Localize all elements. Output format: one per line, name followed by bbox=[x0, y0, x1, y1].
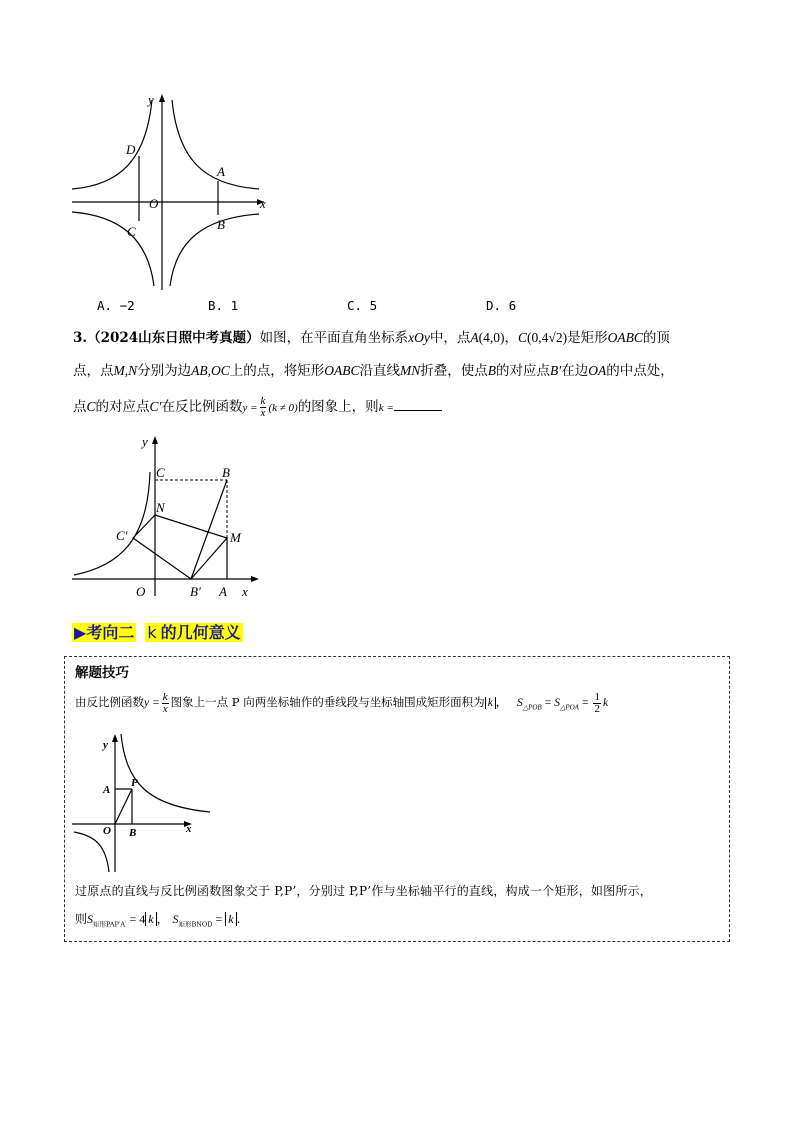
text: 分别为边 bbox=[137, 363, 192, 379]
problem-3-line-1 bbox=[73, 329, 670, 347]
folded-quad-NMB'C' bbox=[133, 515, 227, 579]
label-y: y bbox=[103, 739, 108, 751]
choice-B-letter: B. bbox=[208, 298, 224, 313]
text: 沿直线 bbox=[359, 363, 400, 379]
segment-B-Bprime bbox=[191, 480, 227, 579]
frac-den: x bbox=[162, 702, 168, 715]
math-abs-k: k bbox=[145, 912, 156, 926]
text: 图象上一点 P 向两坐标轴作的垂线段与坐标轴围成矩形面积为 bbox=[170, 695, 485, 709]
curve-q1 bbox=[121, 734, 210, 812]
label-A: A bbox=[217, 164, 225, 179]
label-y: y bbox=[142, 434, 148, 449]
text: 的对应点 bbox=[496, 363, 550, 379]
label-P: P bbox=[131, 777, 138, 789]
math-abs-k: k bbox=[485, 697, 496, 709]
label-B: B bbox=[129, 827, 137, 839]
curve-q3 bbox=[72, 212, 154, 286]
math-k-eq: k = bbox=[378, 402, 394, 414]
math-rect: OABC bbox=[607, 330, 643, 345]
text: 如图，在平面直角坐标系 bbox=[259, 330, 409, 346]
label-A: A bbox=[103, 784, 111, 796]
math-C: C bbox=[86, 399, 96, 414]
label-C: C bbox=[127, 224, 136, 239]
section-heading-k bbox=[145, 623, 158, 642]
math-eq: = bbox=[544, 697, 552, 709]
math-sub: △POA bbox=[559, 703, 579, 712]
math-A-coords: (4,0) bbox=[478, 330, 505, 345]
text: ， bbox=[495, 695, 508, 709]
label-Bprime: B′ bbox=[190, 584, 201, 599]
frac-den: x bbox=[260, 407, 266, 419]
text: . bbox=[236, 912, 241, 926]
text: 上的点，将矩形 bbox=[229, 363, 325, 379]
curve-q3 bbox=[74, 832, 109, 872]
math-C: C bbox=[518, 330, 528, 345]
figure-3-k-geometry bbox=[68, 728, 218, 876]
label-A: A bbox=[219, 584, 227, 599]
math-eq4: = 4 bbox=[129, 912, 146, 926]
math-y-eq: y = bbox=[144, 697, 160, 709]
math-cond: (k ≠ 0) bbox=[268, 402, 298, 414]
math-S: S bbox=[87, 912, 94, 926]
choice-D-value: 6 bbox=[508, 298, 517, 313]
text: 点，点 bbox=[73, 363, 114, 379]
label-x: x bbox=[260, 196, 266, 211]
fraction-k-over-x bbox=[260, 396, 267, 419]
tips-line-3 bbox=[75, 910, 240, 928]
figure-2-rectangle-fold bbox=[64, 430, 269, 602]
x-axis-arrow bbox=[251, 576, 259, 582]
math-S: S bbox=[516, 697, 523, 709]
text: 是矩形 bbox=[567, 330, 608, 346]
text: 在反比例函数 bbox=[161, 399, 243, 415]
tips-line-1 bbox=[75, 688, 608, 721]
problem-source: （2024山东日照中考真题） bbox=[87, 330, 260, 346]
choice-A-letter: A. bbox=[97, 298, 113, 313]
text: 折叠，使点 bbox=[420, 363, 488, 379]
text: 的对应点 bbox=[95, 399, 150, 415]
text: 的中点处， bbox=[606, 363, 674, 379]
choice-C-letter: C. bbox=[347, 298, 363, 313]
y-axis-arrow bbox=[112, 734, 118, 742]
label-Cprime: C′ bbox=[116, 528, 128, 543]
text: 由反比例函数 bbox=[75, 695, 144, 709]
math-MN-line: MN bbox=[400, 363, 421, 378]
math-k: k bbox=[602, 697, 609, 709]
math-S: S bbox=[172, 912, 179, 926]
label-O: O bbox=[103, 825, 111, 837]
curve-q1 bbox=[172, 100, 259, 189]
math-A: A bbox=[470, 330, 479, 345]
label-M: M bbox=[230, 530, 241, 545]
choice-B bbox=[208, 298, 238, 313]
math-eq: = bbox=[581, 697, 589, 709]
tips-heading: 解题技巧 bbox=[75, 665, 129, 681]
math-eq: = bbox=[215, 912, 223, 926]
math-Bprime: B′ bbox=[550, 363, 562, 378]
triangle-arrow-icon: ▶ bbox=[74, 623, 87, 642]
choice-A-value: −2 bbox=[119, 298, 135, 313]
curve-q2 bbox=[72, 100, 152, 189]
answer-blank[interactable] bbox=[394, 398, 442, 411]
math-sub: 矩形PAP′A′ bbox=[93, 920, 127, 929]
frac-num: 1 bbox=[594, 690, 600, 703]
tips-line-2: 过原点的直线与反比例函数图象交于 P,P’，分别过 P,P’作与坐标轴平行的直线，构成一个矩形，如图所示， bbox=[75, 884, 652, 898]
math-y-eq: y = bbox=[242, 402, 258, 414]
choice-D-letter: D. bbox=[486, 298, 502, 313]
math-abs-k: k bbox=[225, 912, 236, 926]
section-title-a: 考向二 bbox=[86, 623, 135, 642]
problem-3-line-2 bbox=[73, 362, 674, 380]
math-OA: OA bbox=[588, 363, 607, 378]
frac-num: k bbox=[260, 395, 266, 407]
math-B: B bbox=[487, 363, 496, 378]
text: 的顶 bbox=[642, 330, 670, 346]
choice-B-value: 1 bbox=[230, 298, 239, 313]
section-title-k: k bbox=[147, 623, 157, 642]
problem-3-line-3 bbox=[73, 393, 442, 422]
math-S: S bbox=[554, 697, 560, 709]
section-heading-part1 bbox=[72, 623, 136, 642]
label-B: B bbox=[222, 465, 230, 480]
section-title-b: 的几何意义 bbox=[160, 623, 241, 642]
math-rect: OABC bbox=[324, 363, 360, 378]
math-AB-OC: AB,OC bbox=[191, 363, 230, 378]
frac-num: k bbox=[162, 690, 168, 703]
math-Cprime: C′ bbox=[149, 399, 162, 414]
math-xoy: xOy bbox=[408, 330, 430, 345]
label-O: O bbox=[149, 196, 159, 211]
section-heading bbox=[72, 622, 243, 644]
figure-1-hyperbola-graph bbox=[64, 90, 284, 295]
choice-C-value: 5 bbox=[369, 298, 378, 313]
text: 的图象上，则 bbox=[297, 399, 379, 415]
y-axis-arrow bbox=[152, 436, 158, 444]
segment-OP bbox=[115, 789, 132, 824]
label-x: x bbox=[186, 823, 192, 835]
section-heading-part2 bbox=[159, 623, 243, 642]
label-y: y bbox=[148, 92, 154, 107]
math-C-coords: (0,4√2) bbox=[527, 330, 568, 345]
text: 点 bbox=[73, 399, 87, 415]
label-C: C bbox=[156, 465, 165, 480]
frac-den: 2 bbox=[594, 702, 600, 715]
curve-q4 bbox=[170, 214, 259, 286]
label-B: B bbox=[217, 217, 225, 232]
choice-A bbox=[97, 298, 135, 313]
math-sub: △POB bbox=[522, 703, 542, 712]
fraction-k-over-x bbox=[162, 692, 169, 715]
label-x: x bbox=[242, 584, 248, 599]
math-MN: M,N bbox=[113, 363, 138, 378]
y-axis-arrow bbox=[159, 94, 165, 102]
problem-number: 3. bbox=[73, 330, 88, 346]
fraction-one-half bbox=[593, 692, 601, 715]
text: ， bbox=[504, 330, 519, 346]
text: 在边 bbox=[561, 363, 589, 379]
label-D: D bbox=[126, 142, 136, 157]
math-sub: 矩形BNOD bbox=[178, 920, 213, 929]
hyperbola-branch bbox=[74, 472, 150, 575]
choice-D bbox=[486, 298, 516, 313]
text: 中，点 bbox=[429, 330, 471, 346]
choice-C bbox=[347, 298, 377, 313]
label-N: N bbox=[156, 500, 165, 515]
label-O: O bbox=[136, 584, 146, 599]
text: 则 bbox=[75, 912, 88, 926]
text: ， bbox=[156, 912, 169, 926]
